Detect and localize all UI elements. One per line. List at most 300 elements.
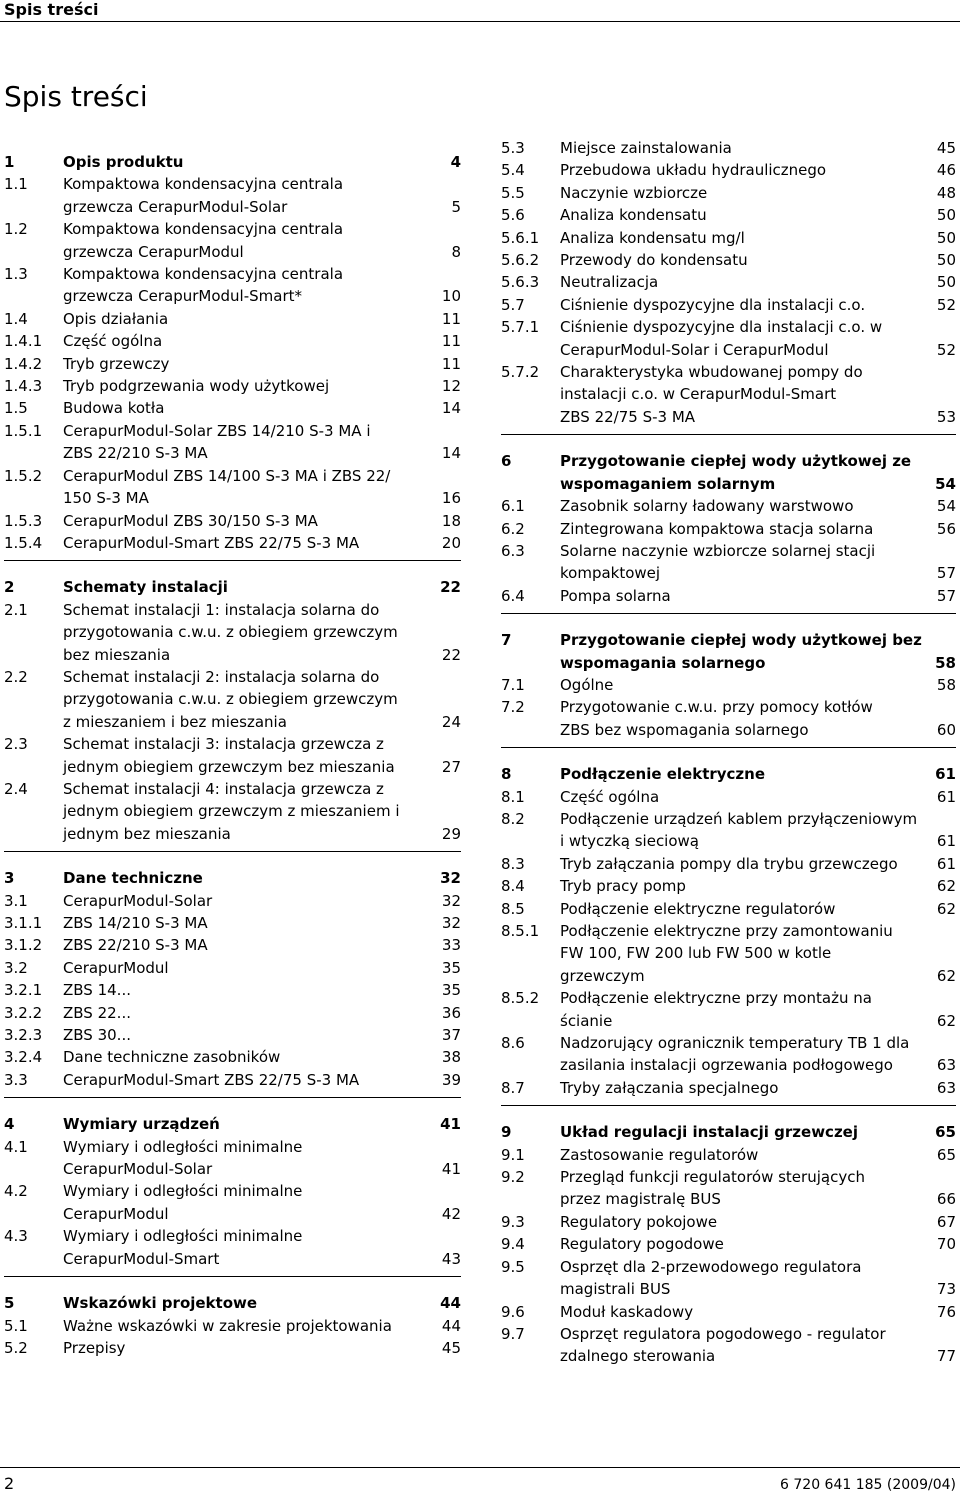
toc-entry-title: Przebudowa układu hydraulicznego: [560, 161, 827, 180]
toc-entry[interactable]: [4, 375, 461, 397]
toc-entry[interactable]: [501, 674, 956, 696]
toc-entry-page: 50: [936, 228, 956, 247]
toc-entry-title: Przygotowanie ciepłej wody użytkowej bez wspomagania solarnego: [560, 631, 922, 672]
toc-entry-title: Przepisy: [63, 1338, 126, 1357]
toc-entry[interactable]: [4, 1046, 461, 1068]
toc-entry-number: 8.6: [501, 1034, 525, 1053]
toc-entry-number: 1.5.1: [4, 421, 43, 440]
toc-chapter-entry[interactable]: [501, 763, 956, 785]
toc-entry[interactable]: [4, 1002, 461, 1024]
toc-entry-page: 70: [936, 1235, 956, 1254]
toc-entry[interactable]: [4, 330, 461, 352]
toc-entry-number: 2: [4, 578, 15, 597]
toc-entry-page: 36: [441, 1003, 461, 1022]
toc-entry-title: Tryb grzewczy: [63, 354, 170, 373]
toc-entry-page: 37: [441, 1026, 461, 1045]
toc-entry-page: 32: [441, 914, 461, 932]
toc-entry-number: 4.1: [4, 1137, 28, 1156]
toc-entry[interactable]: [501, 159, 956, 181]
toc-entry-number: 7.1: [501, 675, 525, 694]
toc-entry[interactable]: [4, 353, 461, 375]
toc-entry[interactable]: [501, 1256, 956, 1301]
toc-chapter-entry[interactable]: [4, 1292, 461, 1314]
toc-entry-number: 5.5: [501, 183, 525, 202]
toc-entry-title: Tryby załączania specjalnego: [560, 1078, 779, 1097]
toc-entry-number: 8.2: [501, 809, 525, 828]
toc-entry-title: Podłączenie elektryczne: [560, 765, 766, 784]
toc-entry-page: 61: [936, 787, 956, 806]
toc-entry-number: 6.4: [501, 586, 525, 605]
toc-entry-number: 5.3: [501, 139, 525, 157]
toc-entry[interactable]: [4, 957, 461, 979]
toc-entry-page: 46: [936, 161, 956, 180]
toc-entry-page: 57: [936, 564, 956, 583]
toc-entry-title: ZBS 22/210 S-3 MA: [63, 936, 208, 955]
toc-entry[interactable]: [4, 934, 461, 956]
toc-entry-number: 3.1.1: [4, 914, 43, 932]
toc-entry-page: 8: [451, 242, 461, 261]
toc-entry-page: 73: [936, 1280, 956, 1299]
toc-section: [501, 450, 956, 614]
toc-entry-page: 63: [936, 1056, 956, 1075]
toc-entry-page: 65: [935, 1123, 956, 1142]
toc-entry-title: Przewody do kondensatu: [560, 251, 748, 270]
toc-entry-title: Tryb pracy pomp: [560, 877, 686, 896]
toc-entry-page: 12: [441, 377, 461, 396]
toc-chapter-entry[interactable]: [4, 1113, 461, 1135]
toc-entry-title: CerapurModul ZBS 30/150 S-3 MA: [63, 511, 318, 530]
toc-entry[interactable]: [4, 1136, 461, 1181]
toc-entry-title: Zasobnik solarny ładowany warstwowo: [560, 497, 854, 516]
toc-entry-title: Podłączenie elektryczne przy zamontowaniu FW 100, FW 200 lub FW 500 w kotle grzewczym: [560, 922, 893, 985]
toc-entry[interactable]: [4, 599, 461, 666]
toc-entry-number: 1.4.3: [4, 377, 43, 396]
toc-section: [501, 629, 956, 748]
toc-entry-title: Przygotowanie c.w.u. przy pomocy kotłów ZBS bez wspomagania solarnego: [560, 698, 873, 739]
toc-entry-title: Opis produktu: [63, 153, 184, 171]
toc-entry-page: 22: [441, 645, 461, 664]
toc-entry[interactable]: [4, 465, 461, 510]
toc-chapter-entry[interactable]: [4, 576, 461, 598]
toc-entry-number: 5.6.3: [501, 273, 540, 292]
toc-entry-page: 5: [451, 197, 461, 216]
toc-entry-number: 5.6.1: [501, 228, 540, 247]
toc-entry[interactable]: [4, 510, 461, 532]
page-number: 2: [4, 1474, 15, 1493]
toc-entry-title: Ważne wskazówki w zakresie projektowania: [63, 1316, 392, 1335]
toc-entry-number: 5.1: [4, 1316, 28, 1335]
toc-entry-number: 9.4: [501, 1235, 525, 1254]
toc-entry-title: Podłączenie elektryczne przy montażu na ścianie: [560, 989, 872, 1030]
toc-chapter-entry[interactable]: [4, 867, 461, 889]
toc-entry-page: 11: [441, 332, 461, 351]
toc-section: [4, 1113, 461, 1277]
toc-entry[interactable]: [501, 518, 956, 540]
toc-entry-page: 32: [441, 891, 461, 910]
toc-entry-title: Analiza kondensatu mg/l: [560, 228, 745, 247]
toc-entry-page: 45: [936, 139, 956, 157]
toc-entry-title: Zintegrowana kompaktowa stacja solarna: [560, 519, 874, 538]
toc-entry-number: 3.2: [4, 958, 28, 977]
toc-entry[interactable]: [501, 540, 956, 585]
toc-entry-number: 1.5: [4, 399, 28, 418]
header-rule: [0, 21, 960, 22]
toc-entry-number: 9.5: [501, 1257, 525, 1276]
toc-entry-page: 54: [936, 497, 956, 516]
toc-entry-page: 58: [936, 675, 956, 694]
toc-entry-number: 1.4: [4, 309, 28, 328]
toc-entry-number: 1.5.2: [4, 466, 43, 485]
toc-entry-title: Dane techniczne: [63, 869, 203, 888]
toc-entry-title: Dane techniczne zasobników: [63, 1048, 281, 1067]
toc-entry-page: 57: [936, 586, 956, 605]
toc-entry-page: 63: [936, 1078, 956, 1097]
toc-entry[interactable]: [501, 495, 956, 517]
toc-entry[interactable]: [4, 1069, 461, 1091]
running-header: [0, 0, 960, 22]
toc-entry-title: Kompaktowa kondensacyjna centrala grzewcza CerapurModul-Solar: [63, 175, 344, 216]
toc-entry[interactable]: [4, 397, 461, 419]
toc-entry[interactable]: [501, 1301, 956, 1323]
toc-entry[interactable]: [501, 316, 956, 361]
toc-section: [4, 1292, 461, 1365]
running-head-title: Spis treści: [4, 0, 99, 19]
toc-entry-title: Ciśnienie dyspozycyjne dla instalacji c.o. w CerapurModul-Solar i CerapurModul: [560, 318, 883, 359]
toc-entry[interactable]: [501, 853, 956, 875]
toc-entry-page: 11: [441, 354, 461, 373]
toc-chapter-entry[interactable]: [501, 450, 956, 495]
toc-entry[interactable]: [501, 137, 956, 159]
toc-entry-number: 1.2: [4, 220, 28, 239]
toc-entry-title: Schemat instalacji 1: instalacja solarna do przygotowania c.w.u. z obiegiem grzewczym bez mieszania: [63, 600, 398, 664]
document-code: 6 720 641 185 (2009/04): [780, 1477, 956, 1493]
toc-entry[interactable]: [501, 786, 956, 808]
toc-entry-number: 2.2: [4, 667, 28, 686]
toc-entry-page: 67: [936, 1212, 956, 1231]
page-title: Spis treści: [4, 80, 148, 113]
toc-entry-title: Ciśnienie dyspozycyjne dla instalacji c.o.: [560, 295, 866, 314]
toc-entry[interactable]: [4, 1180, 461, 1225]
toc-chapter-entry[interactable]: [4, 151, 461, 173]
toc-chapter-entry[interactable]: [501, 629, 956, 674]
toc-entry[interactable]: [501, 987, 956, 1032]
toc-entry-page: 50: [936, 206, 956, 225]
toc-entry-page: 22: [440, 578, 461, 597]
footer-rule: [0, 1467, 960, 1468]
toc-entry[interactable]: [501, 294, 956, 316]
toc-entry-page: 56: [936, 519, 956, 538]
toc-entry-page: 62: [936, 877, 956, 896]
toc-entry-title: Przygotowanie ciepłej wody użytkowej ze wspomaganiem solarnym: [560, 452, 912, 493]
toc-entry[interactable]: [4, 263, 461, 308]
toc-entry-title: Analiza kondensatu: [560, 206, 707, 225]
toc-entry-title: Charakterystyka wbudowanej pompy do instalacji c.o. w CerapurModul-Smart ZBS 22/75 S-3 MA: [560, 363, 863, 426]
toc-entry-number: 6.3: [501, 541, 525, 560]
toc-entry[interactable]: [501, 585, 956, 607]
toc-entry-number: 9: [501, 1123, 512, 1142]
toc-entry-number: 1.4.2: [4, 354, 43, 373]
toc-entry-title: Przegląd funkcji regulatorów sterujących przez magistralę BUS: [560, 1168, 865, 1209]
toc-entry-number: 2.4: [4, 779, 28, 798]
toc-entry-title: Część ogólna: [560, 787, 660, 806]
toc-entry-title: Tryb załączania pompy dla trybu grzewczego: [560, 854, 898, 873]
toc-entry-title: Wymiary i odległości minimalne CerapurModul-Solar: [63, 1137, 303, 1179]
toc-entry[interactable]: [4, 1315, 461, 1337]
toc-entry-page: 32: [440, 869, 461, 888]
toc-entry[interactable]: [501, 1211, 956, 1233]
toc-entry-number: 4.3: [4, 1227, 28, 1246]
toc-entry-number: 7.2: [501, 698, 525, 717]
toc-entry-number: 1.5.4: [4, 533, 43, 552]
toc-entry[interactable]: [501, 1077, 956, 1099]
toc-entry[interactable]: [4, 420, 461, 465]
toc-entry-title: ZBS 30...: [63, 1026, 131, 1045]
toc-entry-title: Kompaktowa kondensacyjna centrala grzewcza CerapurModul: [63, 220, 344, 261]
toc-entry-title: ZBS 22...: [63, 1003, 131, 1022]
toc-entry-page: 43: [441, 1249, 461, 1268]
toc-entry-number: 4: [4, 1115, 15, 1134]
toc-entry-title: CerapurModul-Smart ZBS 22/75 S-3 MA: [63, 1070, 360, 1089]
toc-entry[interactable]: [4, 532, 461, 554]
toc-entry-title: Miejsce zainstalowania: [560, 139, 732, 157]
toc-entry-number: 5.7: [501, 295, 525, 314]
toc-entry[interactable]: [4, 979, 461, 1001]
toc-entry-number: 5.2: [4, 1338, 28, 1357]
toc-entry-number: 8.3: [501, 854, 525, 873]
toc-entry-number: 5.4: [501, 161, 525, 180]
toc-entry-page: 20: [441, 533, 461, 552]
toc-entry-title: Wymiary urządzeń: [63, 1115, 220, 1134]
toc-entry[interactable]: [4, 778, 461, 845]
toc-entry[interactable]: [501, 898, 956, 920]
toc-entry-number: 3.3: [4, 1070, 28, 1089]
toc-entry-page: 52: [936, 295, 956, 314]
toc-entry[interactable]: [501, 1323, 956, 1368]
toc-entry-page: 41: [440, 1115, 461, 1134]
toc-entry-number: 5.7.2: [501, 363, 540, 382]
toc-entry-title: Podłączenie elektryczne regulatorów: [560, 899, 836, 918]
toc-entry[interactable]: [4, 1024, 461, 1046]
toc-entry[interactable]: [501, 1233, 956, 1255]
toc-entry-number: 9.1: [501, 1145, 525, 1164]
toc-entry-page: 60: [936, 720, 956, 739]
toc-entry-number: 9.6: [501, 1302, 525, 1321]
toc-entry-page: 16: [441, 489, 461, 508]
toc-entry-title: Opis działania: [63, 309, 169, 328]
toc-entry[interactable]: [501, 204, 956, 226]
toc-entry-page: 24: [441, 712, 461, 731]
toc-entry[interactable]: [4, 173, 461, 218]
toc-entry[interactable]: [501, 1144, 956, 1166]
toc-entry-title: Solarne naczynie wzbiorcze solarnej stacji kompaktowej: [560, 541, 876, 583]
toc-section: [501, 137, 956, 435]
toc-entry-number: 1.1: [4, 175, 28, 194]
toc-entry-number: 8.5.2: [501, 989, 540, 1008]
toc-entry-page: 50: [936, 251, 956, 270]
toc-entry-page: 10: [441, 287, 461, 306]
toc-entry[interactable]: [501, 227, 956, 249]
toc-entry-page: 44: [440, 1294, 461, 1313]
toc-entry-number: 8.4: [501, 877, 525, 896]
toc-entry[interactable]: [4, 308, 461, 330]
toc-entry-page: 29: [441, 824, 461, 843]
toc-entry-number: 8.5.1: [501, 922, 540, 940]
toc-entry[interactable]: [501, 920, 956, 987]
toc-entry-title: Pompa solarna: [560, 586, 671, 605]
toc-entry-title: CerapurModul-Solar: [63, 891, 213, 910]
toc-entry-title: Schemat instalacji 3: instalacja grzewcza z jednym obiegiem grzewczym bez mieszania: [63, 735, 395, 776]
toc-entry-number: 1.5.3: [4, 511, 43, 530]
toc-entry-number: 2.1: [4, 600, 28, 619]
toc-entry-number: 4.2: [4, 1182, 28, 1201]
toc-entry[interactable]: [4, 733, 461, 778]
toc-entry-number: 5.6.2: [501, 251, 540, 270]
toc-entry-title: Wymiary i odległości minimalne CerapurModul-Smart: [63, 1227, 303, 1268]
toc-entry-number: 8.1: [501, 787, 525, 806]
toc-entry-page: 62: [936, 899, 956, 918]
toc-entry-number: 3.2.3: [4, 1026, 43, 1045]
toc-entry[interactable]: [501, 271, 956, 293]
toc-entry-title: Kompaktowa kondensacyjna centrala grzewcza CerapurModul-Smart*: [63, 265, 344, 306]
toc-entry-number: 3: [4, 869, 15, 888]
toc-entry-page: 76: [936, 1302, 956, 1321]
toc-entry-title: Neutralizacja: [560, 273, 659, 292]
toc-entry-title: Schematy instalacji: [63, 578, 228, 597]
toc-entry[interactable]: [501, 696, 956, 741]
toc-entry[interactable]: [501, 249, 956, 271]
toc-entry-number: 6.2: [501, 519, 525, 538]
toc-entry-title: Regulatory pogodowe: [560, 1235, 724, 1254]
toc-entry-page: 27: [441, 757, 461, 776]
toc-entry[interactable]: [4, 912, 461, 934]
toc-section: [4, 576, 461, 852]
toc-entry-title: Podłączenie urządzeń kablem przyłączeniowym i wtyczką sieciową: [560, 809, 918, 851]
toc-entry-title: Układ regulacji instalacji grzewczej: [560, 1123, 858, 1142]
toc-entry-page: 39: [441, 1070, 461, 1089]
toc-entry-number: 5.7.1: [501, 318, 540, 337]
toc-entry-page: 53: [936, 407, 956, 426]
toc-entry-title: Naczynie wzbiorcze: [560, 183, 708, 202]
toc-entry-title: CerapurModul ZBS 14/100 S-3 MA i ZBS 22/ 150 S-3 MA: [63, 466, 391, 508]
toc-right-column: [501, 137, 956, 1389]
toc-entry-number: 3.1: [4, 891, 28, 910]
toc-entry-number: 1.3: [4, 265, 28, 284]
toc-entry-number: 8: [501, 765, 512, 784]
toc-entry[interactable]: [4, 1225, 461, 1270]
toc-entry-title: Osprzęt dla 2-przewodowego regulatora magistrali BUS: [560, 1257, 862, 1299]
toc-entry-title: Schemat instalacji 4: instalacja grzewcza z jednym obiegiem grzewczym z mieszaniem i jednym bez mieszania: [63, 779, 400, 843]
toc-left-column: [4, 151, 461, 1380]
toc-entry-title: Tryb podgrzewania wody użytkowej: [63, 377, 330, 396]
toc-entry-page: 14: [441, 444, 461, 463]
toc-entry-page: 42: [441, 1204, 461, 1223]
toc-entry-page: 52: [936, 340, 956, 359]
toc-entry-page: 33: [441, 936, 461, 955]
toc-entry-title: Ogólne: [560, 675, 614, 694]
toc-entry-page: 58: [935, 653, 956, 672]
toc-entry-number: 3.2.2: [4, 1003, 43, 1022]
toc-entry-number: 9.2: [501, 1168, 525, 1187]
toc-entry-number: 8.7: [501, 1078, 525, 1097]
toc-entry-title: ZBS 14/210 S-3 MA: [63, 914, 208, 932]
toc-entry-title: Regulatory pokojowe: [560, 1212, 718, 1231]
toc-section: [4, 151, 461, 561]
toc-entry-page: 45: [441, 1338, 461, 1357]
toc-entry-page: 61: [935, 765, 956, 784]
toc-entry-page: 14: [441, 399, 461, 418]
toc-entry-number: 7: [501, 631, 512, 650]
toc-entry[interactable]: [501, 182, 956, 204]
toc-entry-title: Budowa kotła: [63, 399, 165, 418]
toc-entry-number: 5.6: [501, 206, 525, 225]
toc-entry-title: ZBS 14...: [63, 981, 131, 1000]
toc-entry-page: 4: [450, 153, 461, 171]
toc-entry-number: 5: [4, 1294, 15, 1313]
toc-entry-page: 65: [936, 1145, 956, 1164]
toc-entry-number: 6.1: [501, 497, 525, 516]
toc-entry-title: Wymiary i odległości minimalne CerapurModul: [63, 1182, 303, 1223]
toc-entry-page: 66: [936, 1190, 956, 1209]
toc-entry-page: 11: [441, 309, 461, 328]
toc-entry-title: Wskazówki projektowe: [63, 1294, 258, 1313]
toc-entry-number: 9.7: [501, 1324, 525, 1343]
toc-entry[interactable]: [501, 1032, 956, 1077]
toc-entry[interactable]: [4, 218, 461, 263]
toc-entry[interactable]: [4, 1337, 461, 1359]
toc-chapter-entry[interactable]: [501, 1121, 956, 1143]
toc-entry-title: Schemat instalacji 2: instalacja solarna do przygotowania c.w.u. z obiegiem grzewczym z mieszaniem i bez mieszania: [63, 667, 398, 731]
toc-section: [501, 763, 956, 1106]
toc-entry-page: 35: [441, 958, 461, 977]
toc-entry-page: 61: [936, 832, 956, 851]
toc-entry-title: Część ogólna: [63, 332, 163, 351]
toc-entry-title: CerapurModul-Solar ZBS 14/210 S-3 MA i ZBS 22/210 S-3 MA: [63, 421, 371, 463]
toc-entry-title: Moduł kaskadowy: [560, 1302, 694, 1321]
toc-entry[interactable]: [501, 1166, 956, 1211]
toc-entry-title: CerapurModul-Smart ZBS 22/75 S-3 MA: [63, 533, 360, 552]
toc-entry-page: 62: [936, 1011, 956, 1030]
toc-entry-page: 35: [441, 981, 461, 1000]
toc-entry-number: 3.1.2: [4, 936, 43, 955]
toc-entry-page: 48: [936, 183, 956, 202]
toc-entry-title: Zastosowanie regulatorów: [560, 1145, 759, 1164]
toc-section: [4, 867, 461, 1098]
toc-entry-number: 9.3: [501, 1212, 525, 1231]
toc-entry-page: 54: [935, 474, 956, 493]
toc-entry-title: Osprzęt regulatora pogodowego - regulator zdalnego sterowania: [560, 1324, 886, 1366]
toc-entry-page: 77: [936, 1347, 956, 1366]
toc-entry-number: 3.2.1: [4, 981, 43, 1000]
toc-entry[interactable]: [4, 666, 461, 733]
toc-entry[interactable]: [501, 875, 956, 897]
toc-entry-number: 2.3: [4, 735, 28, 754]
toc-entry-title: Nadzorujący ogranicznik temperatury TB 1 dla zasilania instalacji ogrzewania podłogowego: [560, 1034, 910, 1075]
toc-entry-page: 62: [936, 966, 956, 985]
toc-entry-page: 18: [441, 511, 461, 530]
toc-entry[interactable]: [4, 890, 461, 912]
toc-entry[interactable]: [501, 808, 956, 853]
toc-entry-page: 50: [936, 273, 956, 292]
toc-entry-page: 44: [441, 1316, 461, 1335]
toc-entry-number: 3.2.4: [4, 1048, 43, 1067]
toc-entry-title: CerapurModul: [63, 958, 169, 977]
toc-entry-number: 1: [4, 153, 15, 171]
toc-entry-page: 38: [441, 1048, 461, 1067]
toc-entry-number: 6: [501, 452, 512, 471]
toc-entry[interactable]: [501, 361, 956, 428]
toc-entry-number: 1.4.1: [4, 332, 43, 351]
toc-entry-page: 41: [441, 1160, 461, 1179]
